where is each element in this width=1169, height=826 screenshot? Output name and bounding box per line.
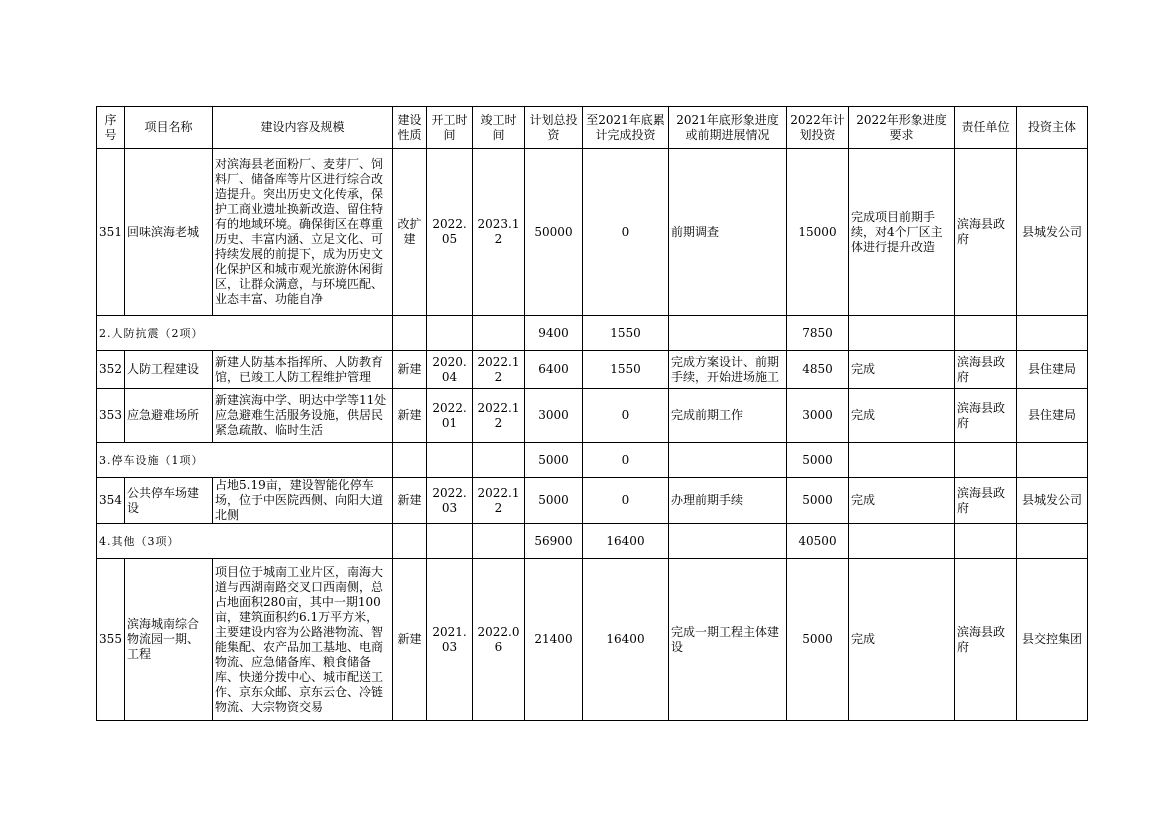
total-investment: 21400	[525, 559, 583, 721]
row-number: 353	[97, 389, 125, 443]
row-number: 351	[97, 149, 125, 316]
done-2021: 0	[583, 478, 669, 524]
header-cell: 投资主体	[1017, 107, 1088, 149]
build-nature: 改扩建	[393, 149, 427, 316]
row-number: 352	[97, 351, 125, 389]
build-nature: 新建	[393, 478, 427, 524]
plan-2022: 4850	[787, 351, 849, 389]
header-cell: 建设性质	[393, 107, 427, 149]
total-investment: 3000	[525, 389, 583, 443]
requirement-2022: 完成	[849, 478, 955, 524]
project-name: 公共停车场建设	[125, 478, 213, 524]
end-time: 2022.12	[473, 478, 525, 524]
header-cell: 2022年计划投资	[787, 107, 849, 149]
progress-2021: 完成前期工作	[669, 389, 787, 443]
end-time: 2023.12	[473, 149, 525, 316]
progress-2021: 前期调查	[669, 149, 787, 316]
row-number: 354	[97, 478, 125, 524]
project-name: 应急避难场所	[125, 389, 213, 443]
requirement-2022: 完成	[849, 351, 955, 389]
project-content: 新建滨海中学、明达中学等11处应急避难生活服务设施，供居民紧急疏散、临时生活	[213, 389, 393, 443]
header-cell: 序号	[97, 107, 125, 149]
investor: 县城发公司	[1017, 478, 1088, 524]
end-time: 2022.12	[473, 389, 525, 443]
requirement-2022: 完成	[849, 389, 955, 443]
table-row	[97, 478, 1088, 524]
section-label: 4.其他（3项）	[97, 524, 393, 559]
progress-2021: 完成方案设计、前期手续，开始进场施工	[669, 351, 787, 389]
plan-2022: 5000	[787, 478, 849, 524]
section-row	[97, 316, 1088, 351]
done-2021: 16400	[583, 559, 669, 721]
project-content: 对滨海县老面粉厂、麦芽厂、饲料厂、储备库等片区进行综合改造提升。突出历史文化传承，保护工商业遗址换新改造、留住特有的地域环境。确保街区在尊重历史、丰富内涵、立足文化、可持续发展的前提下，成为历史文化保护区和城市观光旅游休闲街区，让群众满意，与环境匹配、业态丰富、功能自净	[213, 149, 393, 316]
investor: 县住建局	[1017, 389, 1088, 443]
project-name: 人防工程建设	[125, 351, 213, 389]
total-investment: 5000	[525, 443, 583, 478]
header-cell: 计划总投资	[525, 107, 583, 149]
total-investment: 50000	[525, 149, 583, 316]
start-time: 2022.05	[427, 149, 473, 316]
responsible-unit: 滨海县政府	[955, 389, 1017, 443]
project-content: 新建人防基本指挥所、人防教育馆，已竣工人防工程维护管理	[213, 351, 393, 389]
plan-2022: 15000	[787, 149, 849, 316]
build-nature: 新建	[393, 351, 427, 389]
header-row	[97, 107, 1088, 149]
investor: 县城发公司	[1017, 149, 1088, 316]
header-cell: 建设内容及规模	[213, 107, 393, 149]
investor: 县住建局	[1017, 351, 1088, 389]
table-row	[97, 559, 1088, 721]
row-number: 355	[97, 559, 125, 721]
project-table	[96, 106, 1088, 721]
done-2021: 1550	[583, 316, 669, 351]
done-2021: 0	[583, 149, 669, 316]
project-name: 滨海城南综合物流园一期、工程	[125, 559, 213, 721]
section-row	[97, 443, 1088, 478]
start-time: 2020.04	[427, 351, 473, 389]
requirement-2022: 完成项目前期手续，对4个厂区主体进行提升改造	[849, 149, 955, 316]
header-cell: 项目名称	[125, 107, 213, 149]
header-cell: 责任单位	[955, 107, 1017, 149]
project-name: 回味滨海老城	[125, 149, 213, 316]
responsible-unit: 滨海县政府	[955, 149, 1017, 316]
done-2021: 16400	[583, 524, 669, 559]
done-2021: 1550	[583, 351, 669, 389]
start-time: 2021.03	[427, 559, 473, 721]
plan-2022: 40500	[787, 524, 849, 559]
plan-2022: 3000	[787, 389, 849, 443]
plan-2022: 5000	[787, 443, 849, 478]
table-row	[97, 149, 1088, 316]
header-cell: 2021年底形象进度或前期进展情况	[669, 107, 787, 149]
build-nature: 新建	[393, 389, 427, 443]
plan-2022: 5000	[787, 559, 849, 721]
header-cell: 2022年形象进度要求	[849, 107, 955, 149]
start-time: 2022.01	[427, 389, 473, 443]
header-cell: 竣工时间	[473, 107, 525, 149]
header-cell: 至2021年底累计完成投资	[583, 107, 669, 149]
start-time: 2022.03	[427, 478, 473, 524]
header-cell: 开工时间	[427, 107, 473, 149]
requirement-2022: 完成	[849, 559, 955, 721]
total-investment: 56900	[525, 524, 583, 559]
plan-2022: 7850	[787, 316, 849, 351]
responsible-unit: 滨海县政府	[955, 351, 1017, 389]
end-time: 2022.12	[473, 351, 525, 389]
project-content: 项目位于城南工业片区，南海大道与西湖南路交叉口西南侧，总占地面积280亩，其中一期100亩，建筑面积约6.1万平方米，主要建设内容为公路港物流、智能集配、农产品加工基地、电商物流、应急储备库、粮食储备库、快递分拨中心、城市配送工作、京东众邮、京东云仓、冷链物流、大宗物资交易	[213, 559, 393, 721]
end-time: 2022.06	[473, 559, 525, 721]
table-row	[97, 389, 1088, 443]
project-content: 占地5.19亩，建设智能化停车场，位于中医院西侧、向阳大道北侧	[213, 478, 393, 524]
total-investment: 9400	[525, 316, 583, 351]
total-investment: 6400	[525, 351, 583, 389]
section-label: 3.停车设施（1项）	[97, 443, 393, 478]
build-nature: 新建	[393, 559, 427, 721]
progress-2021: 完成一期工程主体建设	[669, 559, 787, 721]
investor: 县交控集团	[1017, 559, 1088, 721]
total-investment: 5000	[525, 478, 583, 524]
done-2021: 0	[583, 443, 669, 478]
done-2021: 0	[583, 389, 669, 443]
section-row	[97, 524, 1088, 559]
progress-2021: 办理前期手续	[669, 478, 787, 524]
section-label: 2.人防抗震（2项）	[97, 316, 393, 351]
table-row	[97, 351, 1088, 389]
responsible-unit: 滨海县政府	[955, 559, 1017, 721]
responsible-unit: 滨海县政府	[955, 478, 1017, 524]
